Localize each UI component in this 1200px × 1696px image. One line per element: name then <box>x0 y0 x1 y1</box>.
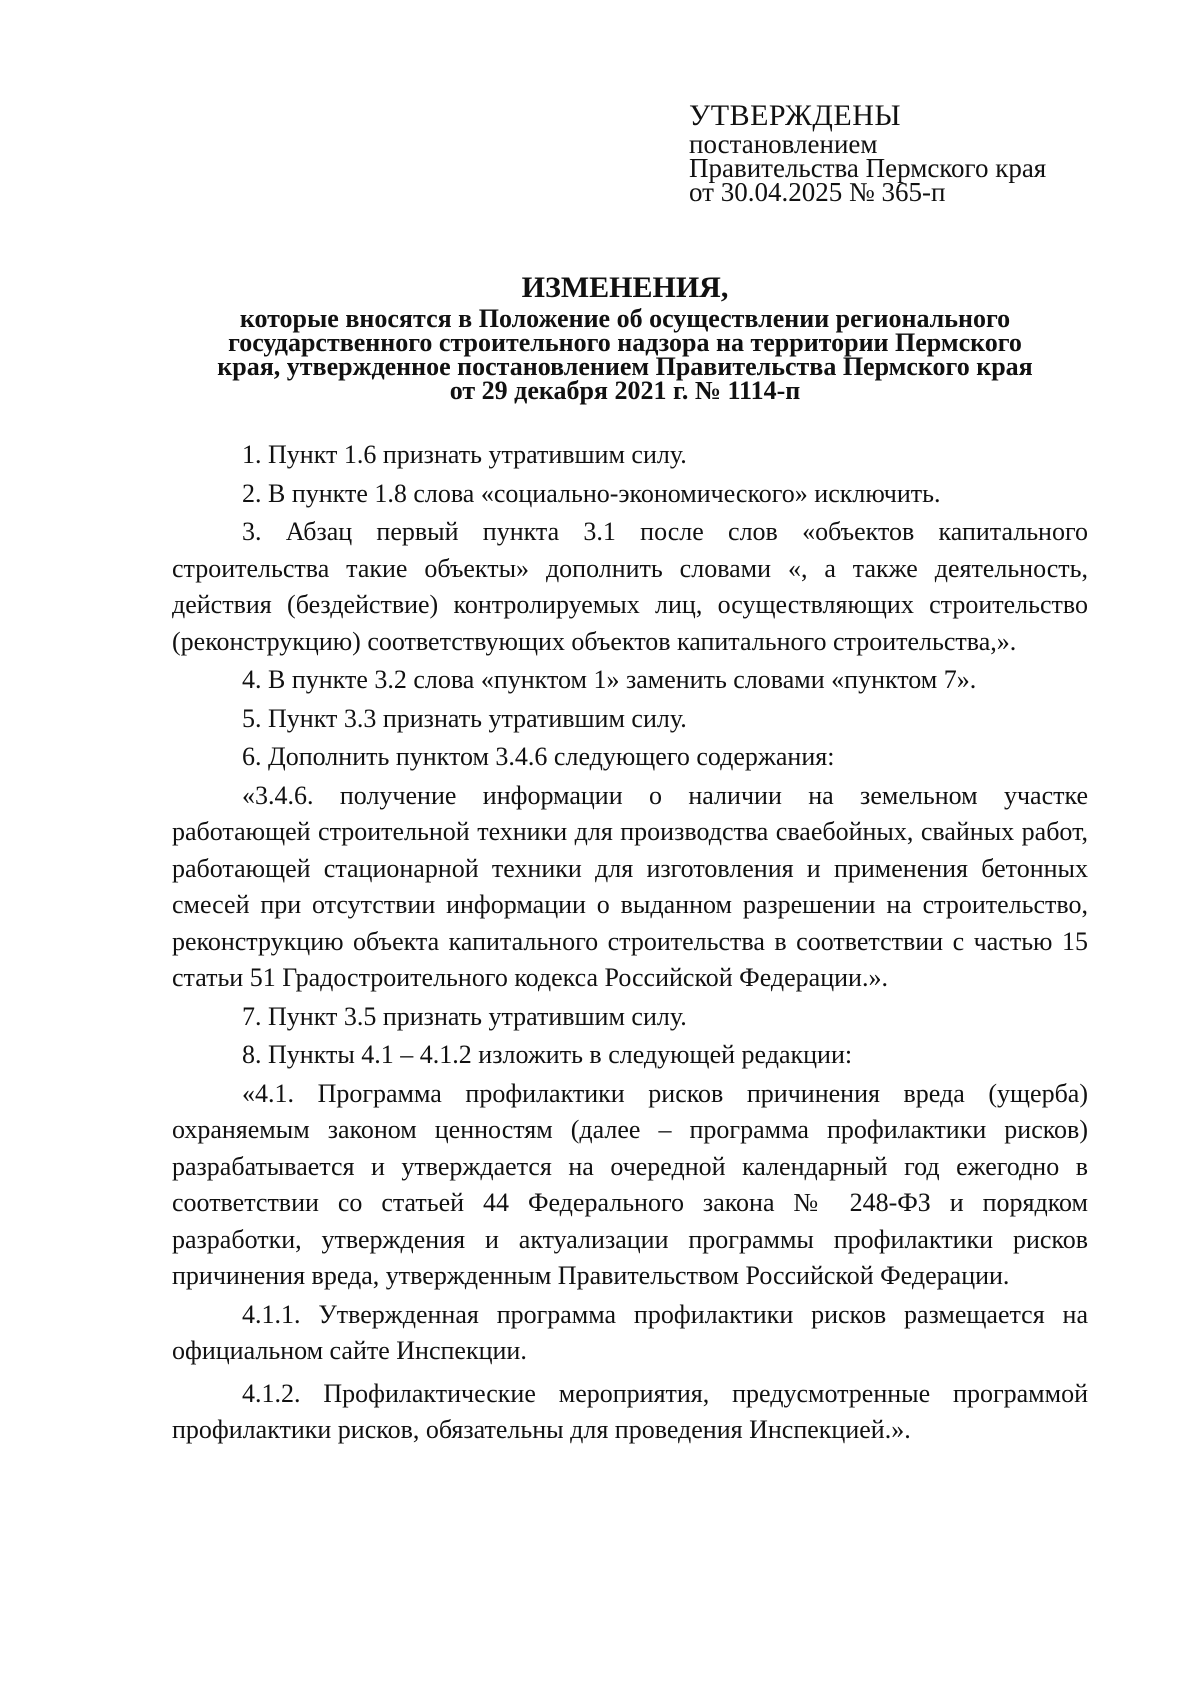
paragraph: 4.1.2. Профилактические мероприятия, предусмотренные программой профилактики рисков, обязательны для проведения Инспекцией.». <box>172 1378 1088 1444</box>
paragraph: 4. В пункте 3.2 слова «пунктом 1» заменить словами «пунктом 7». <box>242 665 977 694</box>
subtitle-line: которые вносятся в Положение об осуществлении регионального <box>239 304 1011 333</box>
approval-line: Правительства Пермского края <box>689 153 1047 183</box>
paragraph: «3.4.6. получение информации о наличии на земельном участке работающей строительной техники для производства сваебойных, свайных работ, работающей стационарной техники для изготовления и применения бетонных смесей при отсутствии информации о выданном разрешении на строительство, реконструкцию объекта капитального строительства в соответствии с частью 15 статьи 51 Градостроительного кодекса Российской Федерации.». <box>172 780 1088 992</box>
paragraph: 4.1.1. Утвержденная программа профилактики рисков размещается на официальном сайте Инспекции. <box>172 1299 1088 1365</box>
subtitle-line: от 29 декабря 2021 г. № 1114-п <box>449 376 801 405</box>
paragraph: 5. Пункт 3.3 признать утратившим силу. <box>242 703 687 733</box>
paragraph: 7. Пункт 3.5 признать утратившим силу. <box>242 1001 687 1031</box>
document-body <box>172 437 1088 1449</box>
paragraph: 3. Абзац первый пункта 3.1 после слов «объектов капитального строительства такие объекты» дополнить словами «, а также деятельность, действия (бездействие) контролируемых лиц, осуществляющих строительство (реконструкцию) соответствующих объектов капитального строительства,». <box>172 517 1088 656</box>
paragraph: «4.1. Программа профилактики рисков причинения вреда (ущерба) охраняемым законом ценностям (далее – программа профилактики рисков) разрабатывается и утверждается на очередной календарный год ежегодно в соответствии со статьей 44 Федерального закона № 248-ФЗ и порядком разработки, утверждения и актуализации программы профилактики рисков причинения вреда, утвержденным Правительством Российской Федерации. <box>172 1078 1088 1290</box>
approval-title: УТВЕРЖДЕНЫ <box>689 99 902 132</box>
approval-stamp <box>689 99 1109 207</box>
paragraph: 8. Пункты 4.1 – 4.1.2 изложить в следующей редакции: <box>242 1040 853 1069</box>
document-title: ИЗМЕНЕНИЯ, <box>521 271 729 304</box>
subtitle-line: государственного строительного надзора на территории Пермского <box>228 328 1022 357</box>
approval-line: от 30.04.2025 № 365-п <box>689 177 946 207</box>
paragraph: 1. Пункт 1.6 признать утратившим силу. <box>242 440 687 469</box>
subtitle-line: края, утвержденное постановлением Правительства Пермского края <box>217 352 1033 381</box>
document-subtitle <box>160 304 1090 405</box>
paragraph: 6. Дополнить пунктом 3.4.6 следующего содержания: <box>242 742 835 771</box>
paragraph: 2. В пункте 1.8 слова «социально-экономического» исключить. <box>242 478 941 508</box>
approval-line: постановлением <box>689 129 878 159</box>
